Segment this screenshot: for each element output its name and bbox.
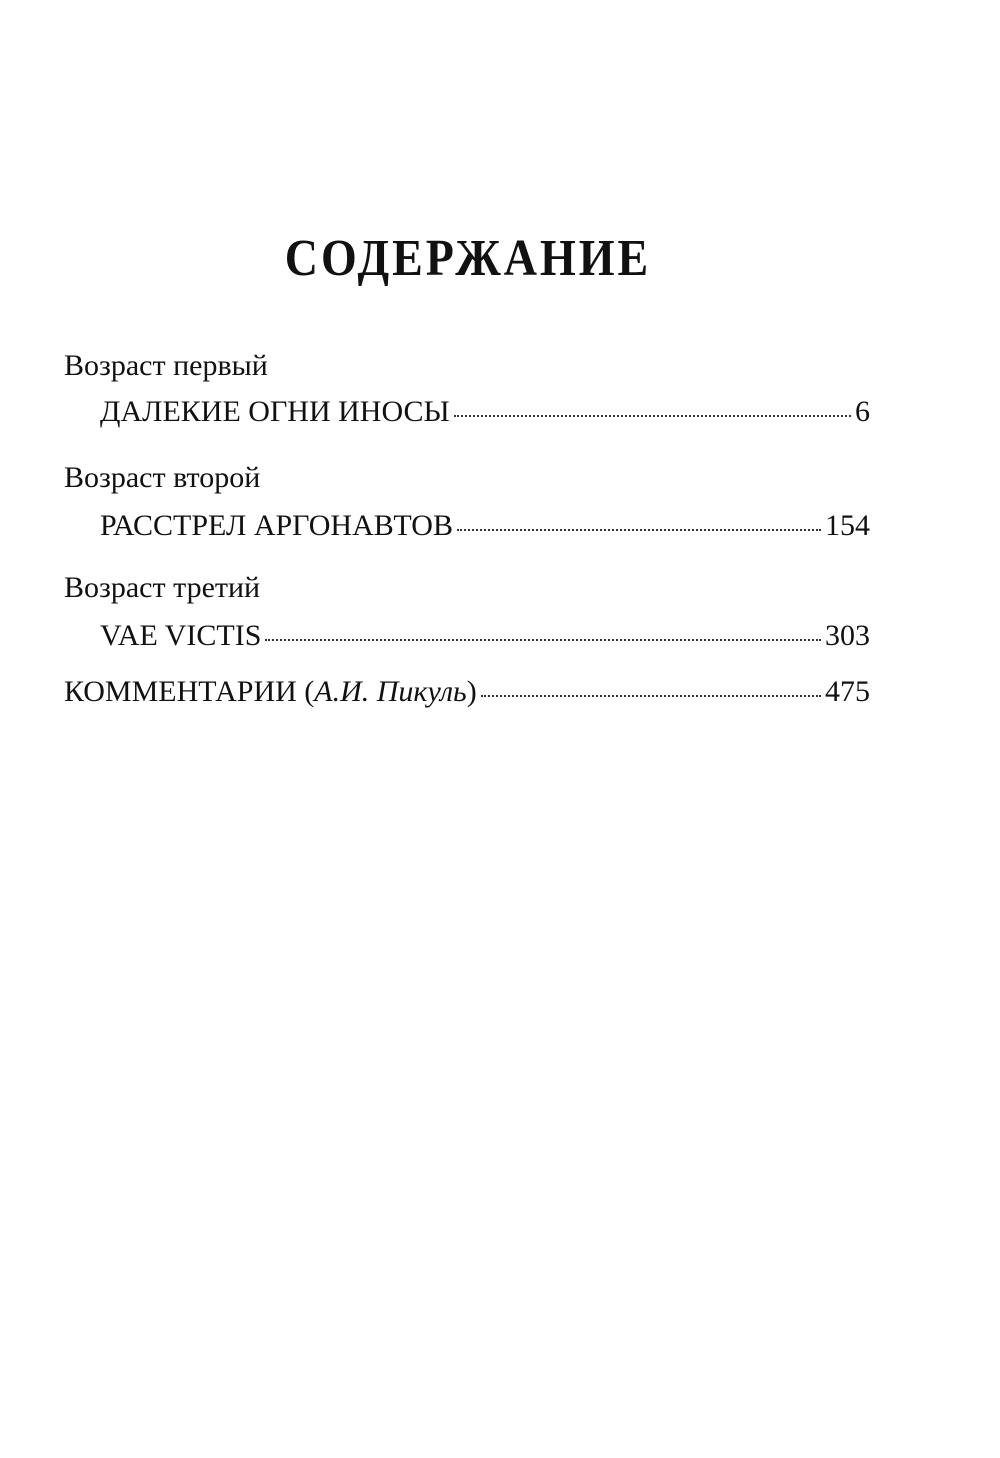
toc-entry-comments[interactable] <box>64 672 870 712</box>
toc-entry-third[interactable] <box>64 616 870 656</box>
toc-entry-title: РАССТРЕЛ АРГОНАВТОВ <box>100 509 453 542</box>
toc-entry-first[interactable] <box>64 392 870 432</box>
page-title: СОДЕРЖАНИЕ <box>284 229 652 287</box>
toc-page-number: 303 <box>825 619 870 652</box>
section-label-third: Возраст третий <box>64 571 261 604</box>
paren-close: ) <box>466 675 477 708</box>
comments-title: КОММЕНТАРИИ <box>64 675 297 708</box>
dot-leader <box>481 695 821 697</box>
dot-leader <box>265 639 821 641</box>
dot-leader <box>457 529 821 531</box>
toc-page-number: 475 <box>825 675 870 708</box>
toc-entry-title-wrap <box>64 672 477 712</box>
toc-entry-title: VAE VICTIS <box>100 619 262 652</box>
dot-leader <box>454 415 851 417</box>
toc-page-number: 154 <box>825 509 870 542</box>
toc-entry-title: ДАЛЕКИЕ ОГНИ ИНОСЫ <box>100 395 450 428</box>
section-label-first: Возраст первый <box>64 349 268 382</box>
section-label-second: Возраст второй <box>64 461 261 494</box>
paren-open: ( <box>304 675 315 708</box>
table-of-contents <box>64 340 870 712</box>
toc-page-number: 6 <box>855 395 870 428</box>
toc-entry-second[interactable] <box>64 506 870 546</box>
comments-author: А.И. Пикуль <box>314 675 467 708</box>
